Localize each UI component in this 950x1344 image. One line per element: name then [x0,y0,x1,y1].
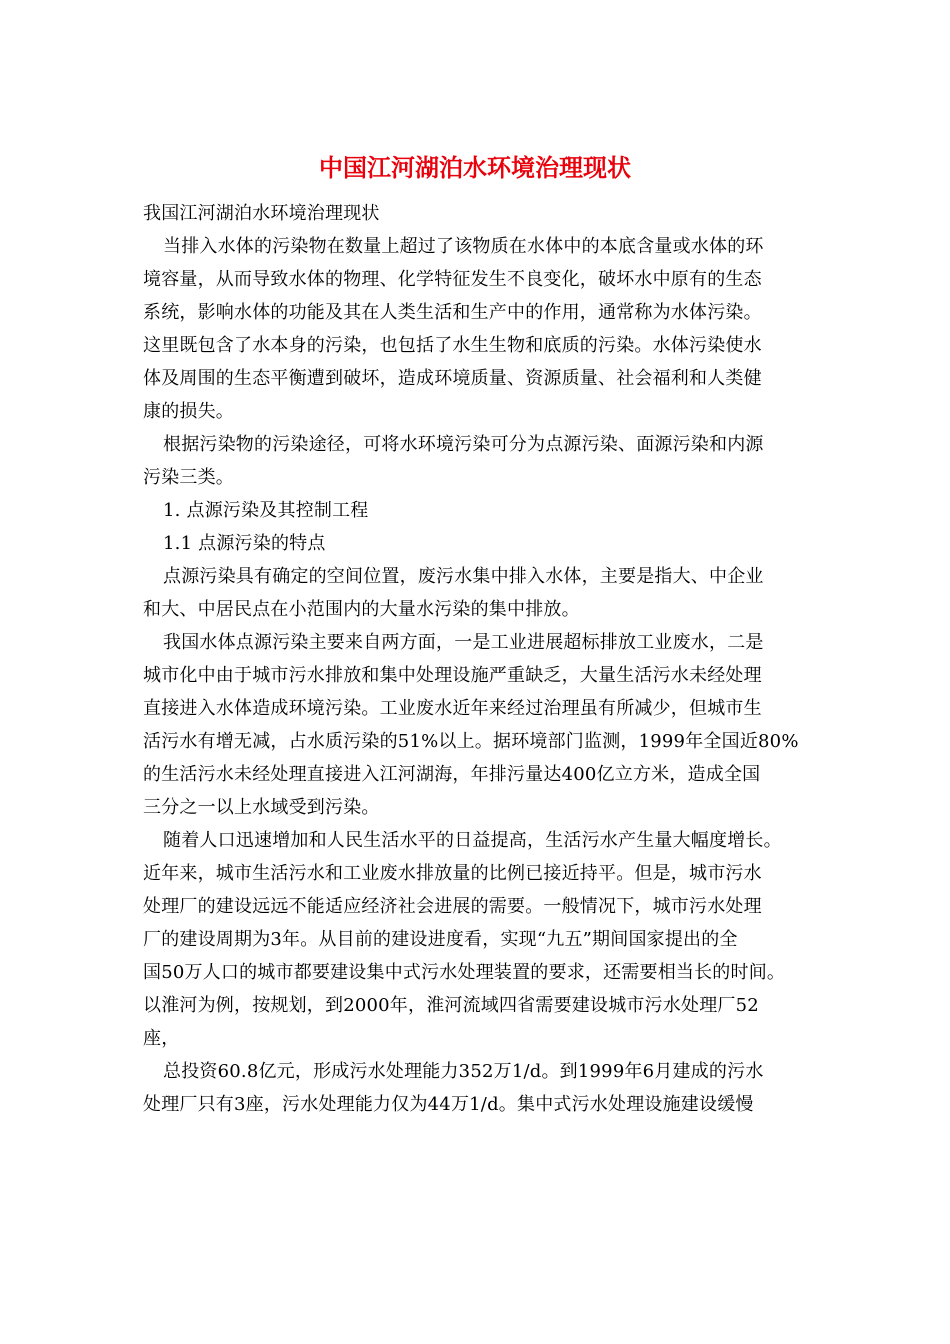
text-line: 座， [143,1028,180,1049]
text-line: 境容量，从而导致水体的物理、化学特征发生不良变化，破坏水中原有的生态 [143,269,762,290]
text-line: 总投资60.8亿元，形成污水处理能力352万1/d。到1999年6月建成的污水 [163,1061,764,1082]
text-line: 直接进入水体造成环境污染。工业废水近年来经过治理虽有所减少，但城市生 [143,698,762,719]
text-line: 体及周围的生态平衡遭到破坏，造成环境质量、资源质量、社会福利和人类健 [143,368,762,389]
text-line: 以淮河为例，按规划，到2000年，淮河流域四省需要建设城市污水处理厂52 [143,995,759,1016]
text-line: 1. 点源污染及其控制工程 [163,500,369,521]
text-line: 国50万人口的城市都要建设集中式污水处理装置的要求，还需要相当长的时间。 [143,962,786,983]
text-line: 我国江河湖泊水环境治理现状 [143,203,380,224]
text-line: 处理厂的建设远远不能适应经济社会进展的需要。一般情况下，城市污水处理 [143,896,762,917]
text-line: 点源污染具有确定的空间位置，废污水集中排入水体，主要是指大、中企业 [163,566,764,587]
text-line: 城市化中由于城市污水排放和集中处理设施严重缺乏，大量生活污水未经处理 [143,665,762,686]
text-line: 随着人口迅速增加和人民生活水平的日益提高，生活污水产生量大幅度增长。 [163,830,782,851]
text-line: 近年来，城市生活污水和工业废水排放量的比例已接近持平。但是，城市污水 [143,863,762,884]
text-line: 当排入水体的污染物在数量上超过了该物质在水体中的本底含量或水体的环 [163,236,764,257]
text-line: 和大、中居民点在小范围内的大量水污染的集中排放。 [143,599,580,620]
text-line: 这里既包含了水本身的污染，也包括了水生生物和底质的污染。水体污染使水 [143,335,762,356]
text-line: 康的损失。 [143,401,234,422]
text-line: 我国水体点源污染主要来自两方面，一是工业进展超标排放工业废水，二是 [163,632,764,653]
text-line: 系统，影响水体的功能及其在人类生活和生产中的作用，通常称为水体污染。 [143,302,762,323]
text-line: 污染三类。 [143,467,234,488]
text-line: 处理厂只有3座，污水处理能力仅为44万1/d。集中式污水处理设施建设缓慢 [143,1094,754,1115]
text-line: 1.1 点源污染的特点 [163,533,326,554]
text-line: 的生活污水未经处理直接进入江河湖海，年排污量达400亿立方米，造成全国 [143,764,761,785]
text-line: 厂的建设周期为3年。从目前的建设进度看，实现“九五”期间国家提出的全 [143,929,738,950]
document-title: 中国江河湖泊水环境治理现状 [319,153,631,182]
text-line: 活污水有增无减，占水质污染的51%以上。据环境部门监测，1999年全国近80% [143,731,799,752]
document-body [143,197,811,1121]
text-line: 三分之一以上水域受到污染。 [143,797,380,818]
text-line: 根据污染物的污染途径，可将水环境污染可分为点源污染、面源污染和内源 [163,434,764,455]
